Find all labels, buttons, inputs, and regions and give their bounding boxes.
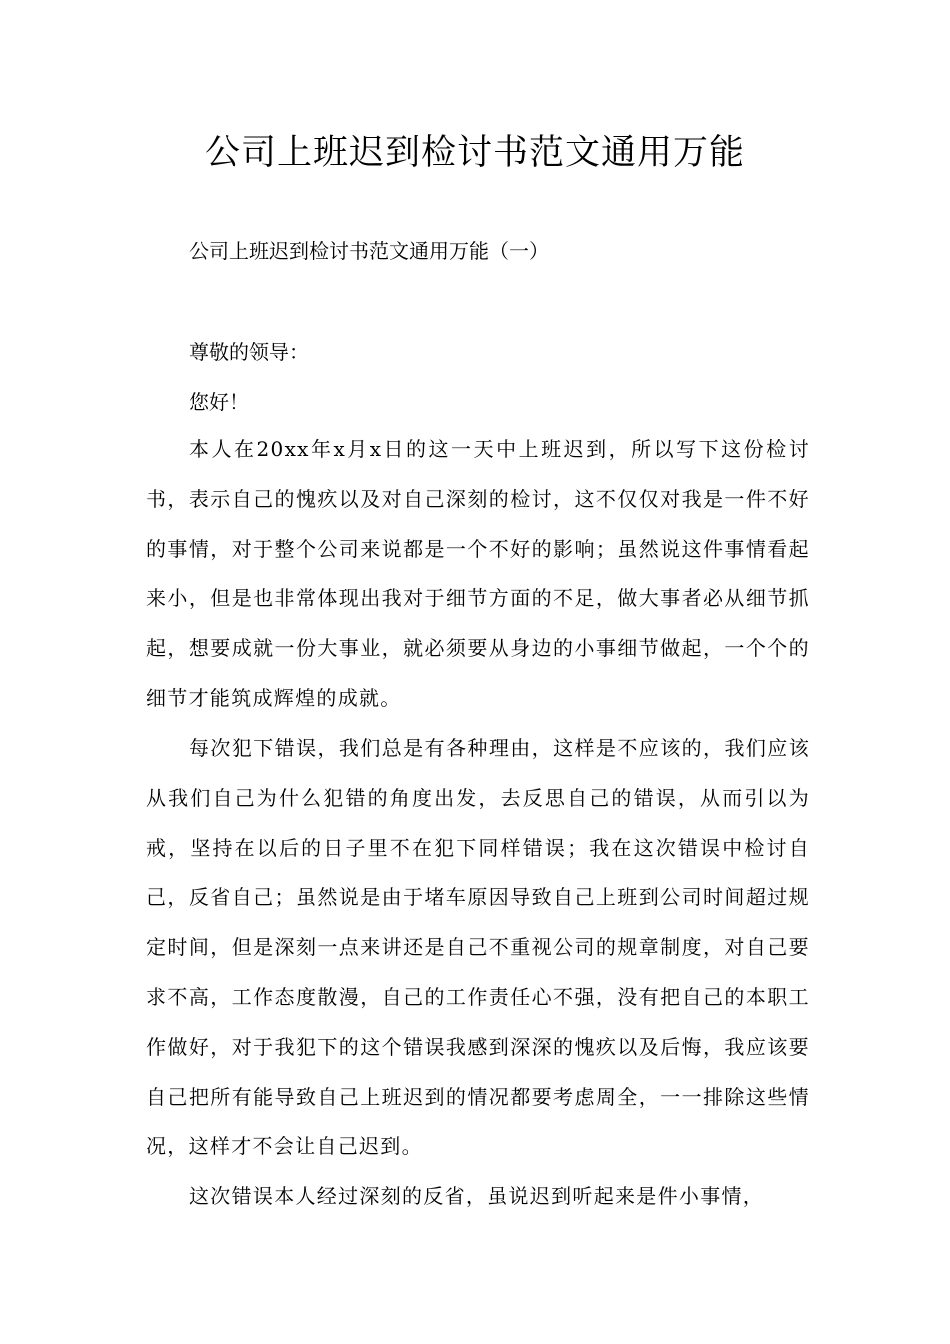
- salutation: 尊敬的领导：: [189, 340, 309, 364]
- greeting: 您好！: [189, 390, 249, 414]
- body-paragraph: 这次错误本人经过深刻的反省，虽说迟到听起来是件小事情，: [189, 1184, 765, 1208]
- document-title: 公司上班迟到检讨书范文通用万能: [204, 133, 745, 173]
- body-paragraph: 每次犯下错误，我们总是有各种理由，这样是不应该的，我们应该从我们自己为什么犯错的角度出发，去反思自己的错误，从而引以为戒，坚持在以后的日子里不在犯下同样错误；我在这次错误中检讨自己，反省自己；虽然说是由于堵车原因导致自己上班到公司时间超过规定时间，但是深刻一点来讲还是自己不重视公司的规章制度，对自己要求不高，工作态度散漫，自己的工作责任心不强，没有把自己的本职工作做好，对于我犯下的这个错误我感到深深的愧疚以及后悔，我应该要自己把所有能导致自己上班迟到的情况都要考虑周全，一一排除这些情况，这样才不会让自己迟到。: [146, 736, 810, 1159]
- document-subtitle: 公司上班迟到检讨书范文通用万能（一）: [189, 239, 549, 263]
- body-paragraph: 本人在20xx年x月x日的这一天中上班迟到，所以写下这份检讨书，表示自己的愧疚以及对自己深刻的检讨，这不仅仅对我是一件不好的事情，对于整个公司来说都是一个不好的影响；虽然说这件事情看起来小，但是也非常体现出我对于细节方面的不足，做大事者必从细节抓起，想要成就一份大事业，就必须要从身边的小事细节做起，一个个的细节才能筑成辉煌的成就。: [146, 437, 810, 710]
